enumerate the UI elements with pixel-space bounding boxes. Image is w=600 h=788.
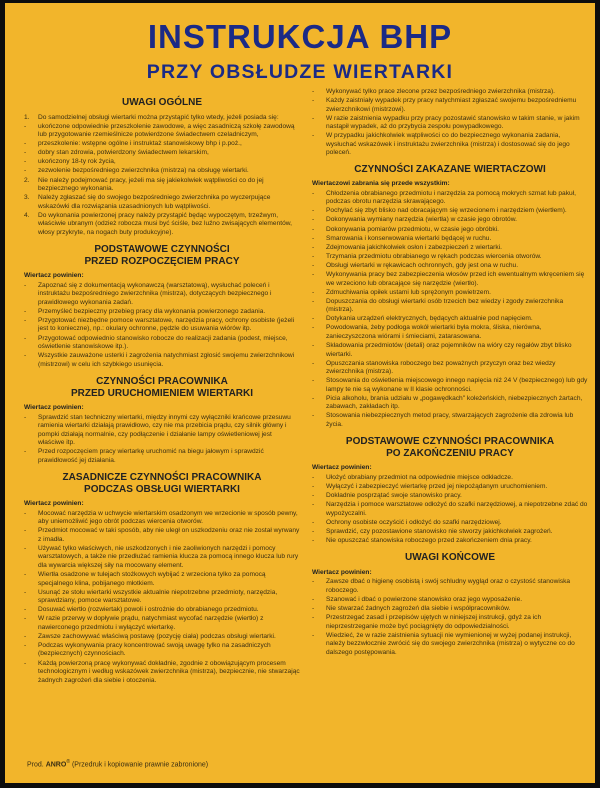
list-item [24,123,300,140]
page-subtitle: PRZY OBSŁUDZE WIERTARKI [146,61,454,83]
list-item [24,282,300,308]
list-item [312,605,588,614]
list-item [24,589,300,606]
instruction-list [24,114,300,238]
list-item-text: Ułożyć obrabiany przedmiot na odpowiednie miejsce odkładcze. [326,473,513,481]
list-item-text: Podczas wykonywania pracy koncentrować swoją uwagę tylko na zasadniczych (bezpiecznych) czynnościach. [38,641,271,658]
list-item-text: Zdmuchiwania opiłek ustami lub sprężonym powietrzem. [326,288,491,296]
list-item-text: Składowania przedmiotów (detali) oraz pojemników na wióry czy regałów zbyt blisko wiertarki. [326,342,572,358]
list-item [312,132,588,158]
list-item-text: Każdą powierzoną pracę wykonywać dokładnie, zgodnie z obowiązującym procesem technologicznym i według wskazówek zwierzchnika (mistrza), bezpiecznie, nie stwarzając żadnych zagrożeń dla siebie i otoczenia. [38,659,300,684]
list-item-text: Nie opuszczać stanowiska roboczego przed zakończeniem dnia pracy. [326,536,532,544]
list-marker: - [24,448,27,456]
list-item [312,395,588,412]
instruction-list [312,88,588,158]
list-item-text: Używać tylko właściwych, nie uszkodzonych i nie zaoliwionych narzędzi i pomocy warsztatowych, a także nie przedłużać ramienia klucza za pomocą innego klucza lub rury dla wywarcia większej siły na mocowany element. [38,544,299,569]
list-item [24,114,300,123]
list-marker: 2. [24,176,30,184]
list-marker: - [312,243,315,251]
list-item-text: Stosowania do oświetlenia miejscowego innego napięcia niż 24 V (bezpiecznego) lub gdy lampy te nie są wykonane w II klasie ochronności. [326,377,588,393]
list-marker: - [24,544,27,552]
list-item [312,324,588,341]
list-marker: - [24,641,27,649]
list-item [24,194,300,211]
instruction-list [24,414,300,466]
list-item-text: W razie zaistnienia wypadku przy pracy pozostawić stanowisko w takim stanie, w jakim nastąpił wypadek, aż do przybycia zespołu powypadkowego. [326,114,580,131]
section-heading: PODSTAWOWE CZYNNOŚCI PRACOWNIKA PO ZAKOŃCZENIU PRACY [345,436,555,459]
list-marker: - [24,588,27,596]
section-subheading: Wiertaczowi zabrania się przede wszystkim: [312,180,450,188]
section [24,472,300,685]
list-marker: - [312,578,315,586]
section-subheading: Wiertacz powinien: [312,464,372,472]
list-item-text: Dotykania urządzeń elektrycznych, będących aktualnie pod napięciem. [326,315,533,323]
list-item [24,448,300,465]
list-marker: 1. [24,113,30,121]
list-marker: - [312,482,315,490]
list-item [24,335,300,352]
section [312,436,588,545]
list-item-text: Dokonywania wymiany narzędzia (wiertła) w czasie jego obrotów. [326,216,517,224]
list-marker: - [24,413,27,421]
list-item-text: przeszkolenie: wstępne ogólne i instruktaż stanowiskowy bhp i p.poż., [38,140,242,148]
section-subheading: Wiertacz powinien: [24,272,84,280]
list-marker: - [24,307,27,315]
list-item [312,519,588,528]
list-item-text: Chłodzenia obrabianego przedmiotu i narzędzia za pomocą mokrych szmat lub pakuł, podczas obrotu narzędzia skrawającego. [326,189,576,206]
list-item [312,207,588,216]
list-marker: - [312,501,315,509]
list-item-text: Przed rozpoczęciem pracy wiertarkę uruchomić na biegu jałowym i sprawdzić prawidłowość jej działania. [38,448,264,464]
list-item-text: Pochylać się zbyt blisko nad obracającym się wrzecionem i narzędziem (wiertłem). [326,207,567,215]
list-marker: - [24,122,27,130]
list-item-text: Opuszczania stanowiska roboczego bez poważnych przyczyn oraz bez wiedzy zwierzchnika (mistrza). [326,359,556,376]
list-item-text: Przemyśleć bezpieczny przebieg pracy dla wykonania powierzonego zadania. [38,307,266,315]
list-item-text: Wyłączyć i zabezpieczyć wiertarkę przed jej niepożądanym uruchomieniem. [326,482,548,490]
list-item-text: Do wykonania powierzonej pracy należy przystąpić będąc wypoczętym, trzeźwym, właściwie ubranym (odzież robocza musi być ściśle, bez luźno zwisających elementów, włosy przykryte, na nogach buty produkcyjne). [38,211,292,236]
section-subheading: Wiertacz powinien: [24,404,84,412]
list-item [312,253,588,262]
list-item [312,115,588,132]
list-marker: - [312,527,315,535]
list-marker: - [312,324,315,332]
list-marker: - [312,252,315,260]
safety-instruction-board [5,3,595,783]
list-item [312,501,588,518]
list-item-text: Picia alkoholu, brania udziału w „pogawędkach" koleżeńskich, niebezpiecznych żartach, zabawach, zakładach itp. [326,394,583,411]
list-item [312,289,588,298]
list-marker: - [24,606,27,614]
list-marker: - [312,377,315,385]
list-item [24,527,300,544]
list-marker: - [24,509,27,517]
list-item [24,571,300,588]
list-marker: - [312,97,315,105]
list-item [24,212,300,238]
list-item [312,342,588,359]
list-item-text: Wykonywać tylko prace zlecone przez bezpośredniego zwierzchnika (mistrza). [326,88,555,95]
list-marker: - [312,394,315,402]
list-marker: - [312,216,315,224]
section-heading: CZYNNOŚCI ZAKAZANE WIERTACZOWI [354,163,546,175]
list-item [312,226,588,235]
instruction-list [312,578,588,657]
list-item [24,414,300,448]
list-item-text: Stosowania niebezpiecznych metod pracy, stwarzających zagrożenie dla zdrowia lub życia. [326,412,574,428]
list-item [24,149,300,158]
list-item [24,308,300,317]
list-item [24,642,300,659]
list-marker: - [312,359,315,367]
instruction-list [24,282,300,369]
list-item [312,537,588,546]
list-marker: - [24,352,27,360]
list-item-text: Nie stwarzać żadnych zagrożeń dla siebie i współpracowników. [326,605,511,613]
list-marker: - [24,527,27,535]
list-item-text: Zawsze dbać o higienę osobistą i swój schludny wygląd oraz o czystość stanowiska roboczego. [326,578,571,594]
list-marker: - [24,158,27,166]
list-item [312,315,588,324]
list-marker: - [312,315,315,323]
list-item [312,244,588,253]
section-heading: CZYNNOŚCI PRACOWNIKA PRZED URUCHOMIENIEM WIERTARKI [70,376,254,399]
list-item-text: Przedmiot mocować w taki sposób, aby nie uległ on uszkodzeniu oraz nie został wyrwany z imadła. [38,527,300,543]
section [312,164,588,430]
list-item-text: Smarowania i konserwowania wiertarki będącej w ruchu. [326,234,492,242]
list-item-text: Dopuszczania do obsługi wiertarki osób trzecich bez wiedzy i zgody zwierzchnika (mistrza). [326,297,564,314]
list-item-text: Obsługi wiertarki w rękawicach ochronnych, gdy jest ona w ruchu. [326,261,519,269]
list-item [312,492,588,501]
list-marker: - [312,342,315,349]
list-item-text: Należy zgłaszać się do swojego bezpośredniego zwierzchnika po wyczerpujące wskazówki dla rozwiązania uzasadnionych lub wątpliwości. [38,194,271,210]
section-subheading: Wiertacz powinien: [312,568,372,576]
list-marker: - [24,281,27,289]
list-item [24,510,300,527]
list-item [24,615,300,632]
list-item [24,140,300,149]
list-item [312,262,588,271]
instruction-list [312,474,588,546]
list-item [24,167,300,176]
list-marker: - [312,297,315,305]
section-heading: ZASADNICZE CZYNNOŚCI PRACOWNIKA PODCZAS OBSŁUGI WIERTARKI [62,472,262,495]
list-item-text: Przygotować niezbędne pomoce warsztatowe, narzędzia pracy, ochrony osobiste (jeżeli jest to konieczne), np.: okulary ochronne, pędzle do usuwania wiórów itp. [38,316,295,333]
list-marker: - [312,614,315,622]
list-item-text: Każdy zaistniały wypadek przy pracy natychmiast zgłaszać swojemu bezpośredniemu zwierzchnikowi (mistrzowi). [326,97,577,113]
list-item-text: Narzędzia i pomoce warsztatowe odłożyć do szafki narzędziowej, a niepotrzebne zdać do wypożyczalni. [326,501,588,517]
right-column [312,88,588,658]
list-item [312,614,588,631]
instruction-list [312,190,588,430]
list-item [312,235,588,244]
list-item-text: Zawsze zachowywać właściwą postawę (pozycję ciała) podczas obsługi wiertarki. [38,632,276,640]
list-item-text: Wiedzieć, że w razie zaistnienia sytuacji nie wymienionej w wyżej podanej instrukcji, należy bezzwłocznie zwrócić się do swojego zwierzchnika (mistrza) o wytyczne co do dalszego postępowania. [326,631,575,656]
list-marker: - [24,632,27,640]
list-item [24,606,300,615]
list-item [24,660,300,686]
list-item-text: Usunąć ze stołu wiertarki wszystkie aktualnie niepotrzebne przedmioty, narzędzia, sprawdziany, pomoce warsztatowe. [38,588,278,605]
list-item [24,633,300,642]
list-item-text: Sprawdzić stan techniczny wiertarki, między innymi czy wyłączniki krańcowe przesuwu ramienia wiertarki działają prawidłowo, czy nie ma przebicia prądu, czy silnik główny i pompki działają normalnie, czy podłączenie i działanie lampy oświetleniowej jest właściwe itp. [38,413,291,447]
list-item-text: Powodowania, żeby podłoga wokół wiertarki była mokra, śliska, nierówna, zanieczyszczona wiórami i śmieciami, zatarasowana. [326,324,542,340]
list-marker: - [312,207,315,215]
list-item-text: Przygotować odpowiednio stanowisko robocze do realizacji zadania (podest, miejsce, oświetlenie stanowiskowe itp.). [38,334,288,351]
list-marker: 4. [24,211,30,219]
copyright-note: (Przedruk i kopiowanie prawnie zabronione) [71,761,209,769]
section [24,376,300,465]
list-item [312,412,588,429]
list-item [24,545,300,571]
list-item [24,352,300,369]
list-marker: - [312,473,315,481]
list-marker: - [312,132,315,140]
list-marker: - [312,605,315,613]
list-marker: - [312,412,315,420]
list-marker: - [24,149,27,157]
list-marker: - [24,167,27,175]
list-item-text: Zapoznać się z dokumentacją wykonawczą (warsztatową), wysłuchać poleceń i instruktażu bezpośredniego zwierzchnika (mistrza), dotyczących bezpiecznego i prawidłowego wykonania zadań. [38,281,272,306]
list-item-text: Przestrzegać zasad i przepisów ujętych w niniejszej instrukcji, gdyż za ich nieprzestrzeganie może być pociągnięty do odpowiedzialności. [326,614,542,630]
page-title: INSTRUKCJA BHP [147,18,453,55]
list-marker: - [312,261,315,269]
list-marker: - [24,615,27,623]
list-item-text: Sprawdzić, czy pozostawione stanowisko nie stworzy jakichkolwiek zagrożeń. [326,527,553,535]
list-marker: - [312,114,315,122]
list-item-text: Do samodzielnej obsługi wiertarki można przystąpić tylko wtedy, jeżeli posiada się: [38,113,279,121]
list-item [24,158,300,167]
list-item [312,578,588,595]
list-marker: - [24,316,27,324]
list-marker: - [312,234,315,242]
list-item [312,216,588,225]
section-heading: UWAGI KOŃCOWE [405,552,495,564]
list-item-text: Szanować i dbać o powierzone stanowisko oraz jego wyposażenie. [326,596,523,604]
list-item [312,632,588,658]
list-marker: - [24,334,27,342]
list-item [312,298,588,315]
section-heading: PODSTAWOWE CZYNNOŚCI PRZED ROZPOCZĘCIEM PRACY [84,244,240,267]
list-item-text: Dokładnie posprzątać swoje stanowisko pracy. [326,492,462,500]
list-item-text: W przypadku jakichkolwiek wątpliwości co do bezpiecznego wykonania zadania, wysłuchać wskazówek i instruktażu zwierzchnika (mistrza) i dostosować się do jego poleceń. [326,132,570,157]
section [24,244,300,369]
list-marker: - [312,631,315,639]
instruction-list [24,510,300,685]
list-marker: - [312,189,315,197]
list-item-text: Trzymania przedmiotu obrabianego w rękach podczas wiercenia otworów. [326,252,542,260]
list-item-text: dobry stan zdrowia, potwierdzony świadectwem lekarskim, [38,149,209,157]
list-item [312,360,588,377]
list-marker: - [312,492,315,500]
list-marker: - [24,571,27,578]
list-item [312,190,588,207]
list-marker: - [312,518,315,526]
list-item-text: zezwolenie bezpośredniego zwierzchnika (mistrza) na obsługę wiertarki. [38,167,249,175]
list-item-text: ukończone odpowiednie przeszkolenie zawodowe, a więc zasadniczą szkołę zawodową lub przygotowanie rzemieślnicze potwierdzone świadectwem czeladniczym, [38,122,295,139]
list-item [312,88,588,97]
section [312,552,588,657]
footer-credit [27,759,208,768]
list-item-text: Zdejmowania jakichkolwiek osłon i zabezpieczeń z wiertarki. [326,243,502,251]
section-heading: UWAGI OGÓLNE [122,97,202,108]
list-item-text: Wszystkie zauważone usterki i zagrożenia natychmiast zgłosić swojemu zwierzchnikowi (mistrzowi) w celu ich szybkiego usunięcia. [38,352,295,368]
list-item [312,483,588,492]
list-marker: - [312,225,315,233]
section [312,88,588,158]
list-marker: - [312,596,315,604]
list-item [312,596,588,605]
list-marker: - [312,288,315,296]
list-marker: - [312,536,315,544]
list-item [24,317,300,334]
registered-mark: ® [66,759,70,765]
list-item-text: W razie przerwy w dopływie prądu, natychmiast wycofać narzędzie (wiertło) z nawierconego przedmiotu i wyłączyć wiertarkę. [38,615,264,631]
section [24,97,300,237]
list-item-text: Nie należy podejmować pracy, jeżeli ma się jakiekolwiek wątpliwości co do jej bezpiecznego wykonania. [38,176,264,193]
list-item-text: Dosuwać wiertło (rozwiertak) powoli i ostrożnie do obrabianego przedmiotu. [38,606,259,614]
list-item [312,377,588,394]
list-item [312,528,588,537]
list-item-text: Wiertła osadzone w tulejach stożkowych wybijać z wrzeciona tylko za pomocą specjalnego klina, pobijanego młotkiem. [38,571,266,587]
footer-prefix: Prod. [27,761,44,769]
section-subheading: Wiertacz powinien: [24,500,84,508]
list-marker: 3. [24,194,30,202]
list-item [312,474,588,483]
list-item [312,271,588,288]
list-marker: - [24,140,27,148]
list-item [24,177,300,194]
list-item-text: Ochrony osobiste oczyścić i odłożyć do szafki narzędziowej. [326,518,502,526]
brand-logo: ANRO [45,761,67,769]
left-column [24,88,300,686]
list-item-text: Mocować narzędzia w uchwycie wiertarskim osadzonym we wrzecionie w sposób pewny, aby uniemożliwić jego obrót podczas wiercenia otworów. [38,509,298,526]
list-marker: - [312,271,315,279]
list-marker: - [24,659,27,667]
list-item-text: Wykonywania pracy bez zabezpieczenia włosów przed ich ewentualnym wkręceniem się we wrzeciono lub obracające się narzędzie (wiertło). [326,271,585,287]
list-item-text: ukończony 18-ty rok życia, [38,158,116,166]
list-item [312,97,588,114]
list-item-text: Dokonywania pomiarów przedmiotu, w czasie jego obróbki. [326,225,499,233]
list-marker: - [312,88,315,95]
